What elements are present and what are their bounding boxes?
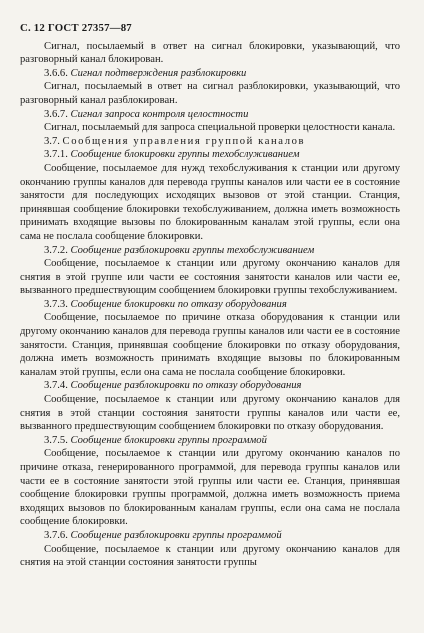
- paragraph: Сигнал, посылаемый для запроса специальной проверки целостности канала.: [44, 122, 396, 134]
- section-number: 3.7.: [44, 135, 60, 147]
- page-header: С. 12 ГОСТ 27357—87: [20, 22, 132, 34]
- subsection-heading: [20, 148, 400, 162]
- subsection-title: Сообщение разблокировки по отказу оборудования: [70, 380, 302, 392]
- subsection-title: Сигнал подтверждения разблокировки: [70, 67, 247, 79]
- paragraph: Сообщение, посылаемое к станции или другому окончанию каналов по причине отказа, генерированного программой, для перевода группы каналов или части ее в состояние занятости этой группы или части ее. Станция, принявшая сообщение блокировки группы программой, должна иметь возможность приема входящих вызовов по блокированным каналам группы, если она сама не послала сообщение блокировки.: [20, 448, 400, 528]
- subsection-number: 3.6.7.: [44, 108, 68, 120]
- subsection-number: 3.7.4.: [44, 380, 68, 392]
- subsection-heading: [20, 434, 400, 448]
- paragraph: Сообщение, посылаемое для нужд техобслуживания к станции или другому окончанию группы каналов для перевода группы каналов или части ее в состояние занятости для последующих исходящих вызовов от этой станции. Станция, принявшая сообщение блокировки техобслуживанием, должна иметь возможность принимать входящие вызовы по блокированным каналам этой группы, если она сама не послала сообщение блокировки.: [20, 162, 400, 242]
- subsection-number: 3.7.3.: [44, 298, 68, 310]
- subsection-title: Сообщение блокировки группы техобслуживанием: [70, 149, 300, 161]
- subsection-title: Сообщение блокировки группы программой: [70, 434, 267, 446]
- subsection-number: 3.7.6.: [44, 529, 68, 541]
- paragraph: Сообщение, посылаемое к станции или другому окончанию каналов для снятия на этой станции состояния занятости группы: [20, 543, 400, 569]
- paragraph: Сигнал, посылаемый в ответ на сигнал разблокировки, указывающий, что разговорный канал разблокирован.: [20, 81, 400, 106]
- document-page: [20, 22, 400, 570]
- paragraph: Сообщение, посылаемое по причине отказа оборудования к станции или другому окончанию каналов для перевода группы каналов или части ее в состояние занятости. Станция, принявшая сообщение блокировки по отказу оборудования, должна иметь возможность принимать входящие вызовы по блокированным каналам этой группы, если она сама не послала сообщение блокировки.: [20, 312, 400, 378]
- subsection-heading: [20, 298, 400, 312]
- subsection-title: Сообщение разблокировки группы программой: [70, 529, 282, 541]
- subsection-heading: [20, 244, 400, 258]
- subsection-title: Сообщение разблокировки группы техобслуживанием: [70, 244, 315, 256]
- subsection-heading: [20, 108, 400, 122]
- subsection-number: 3.7.5.: [44, 434, 68, 446]
- subsection-number: 3.6.6.: [44, 67, 68, 79]
- subsection-number: 3.7.2.: [44, 244, 68, 256]
- subsection-title: Сигнал запроса контроля целостности: [70, 108, 249, 120]
- section-heading: [20, 135, 400, 149]
- subsection-number: 3.7.1.: [44, 149, 68, 161]
- subsection-heading: [20, 67, 400, 81]
- subsection-title: Сообщение блокировки по отказу оборудования: [70, 298, 287, 310]
- subsection-heading: [20, 379, 400, 393]
- subsection-heading: [20, 529, 400, 543]
- paragraph: Сигнал, посылаемый в ответ на сигнал блокировки, указывающий, что разговорный канал блокирован.: [20, 40, 400, 66]
- paragraph: Сообщение, посылаемое к станции или другому окончанию каналов для снятия в этой группе или части ее состояния занятости каналов или части ее, вызванного предшествующим сообщением блокировки группы техобслуживанием.: [20, 258, 400, 297]
- paragraph: Сообщение, посылаемое к станции или другому окончанию каналов для снятия в этой станции состояния занятости группы каналов или части ее, вызванного предшествующим сообщением блокировки по отказу оборудования.: [20, 394, 400, 433]
- section-title: Сообщения управления группой каналов: [62, 135, 306, 147]
